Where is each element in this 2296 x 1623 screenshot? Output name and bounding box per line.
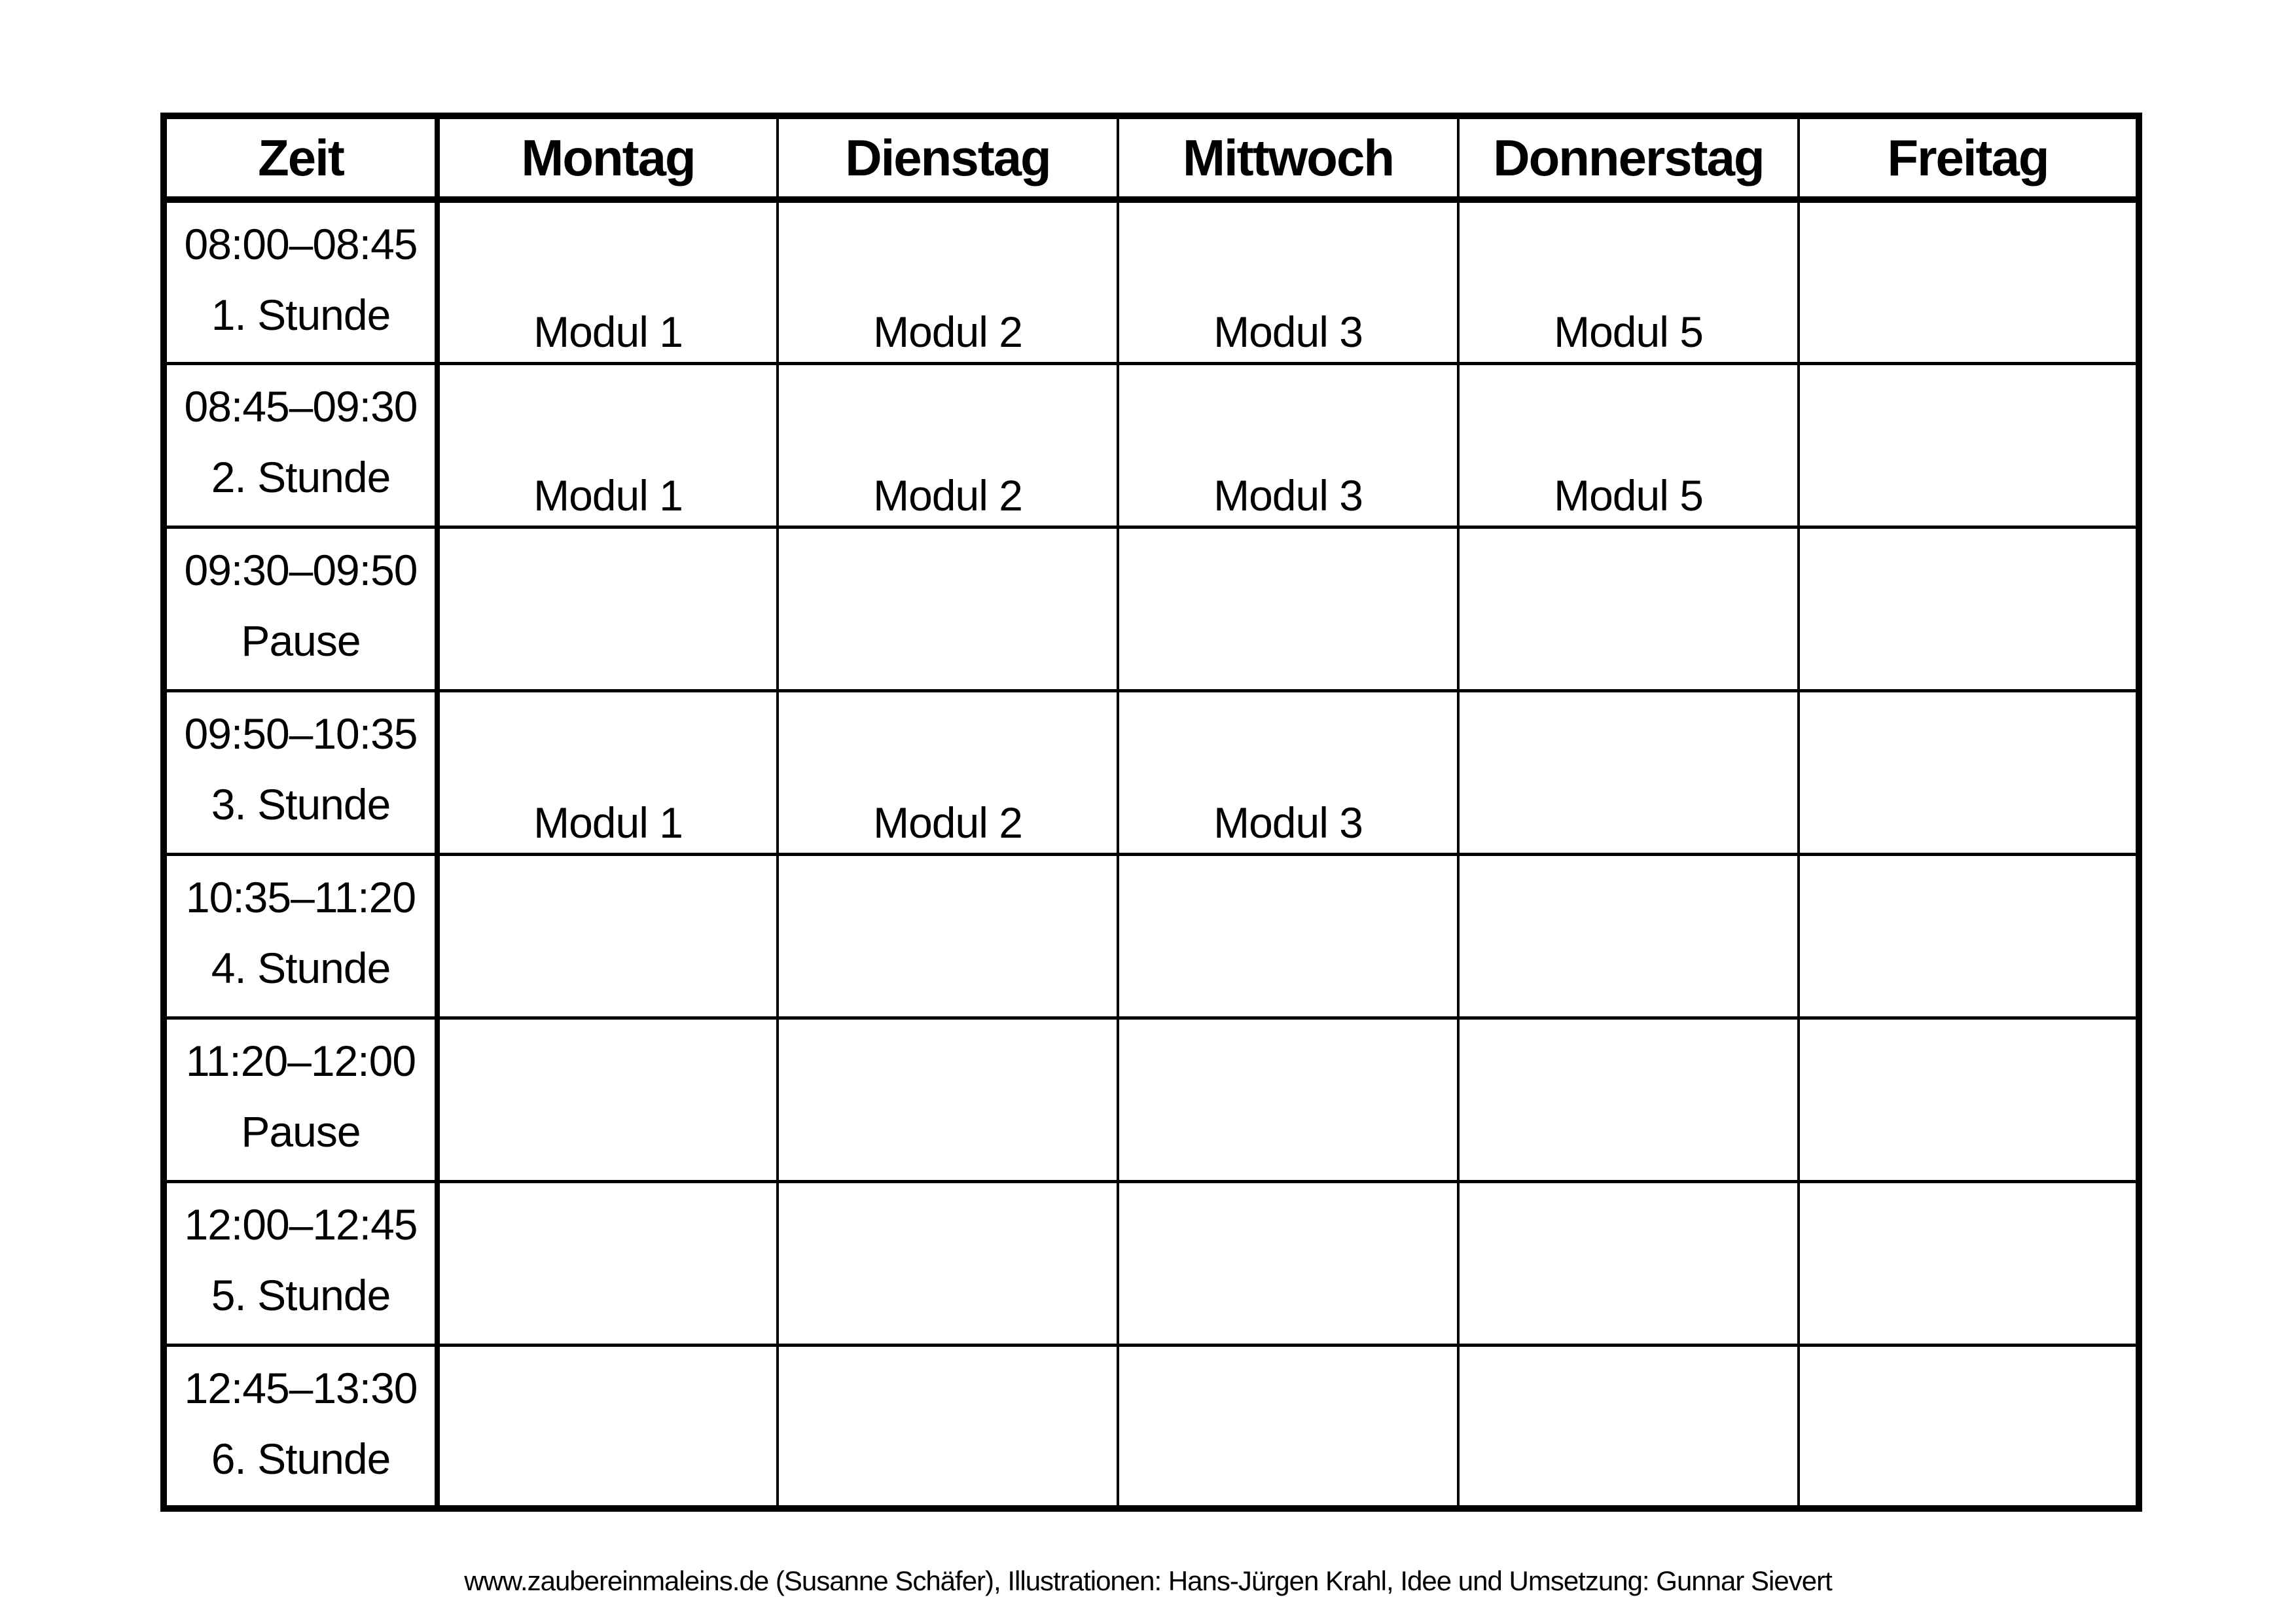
time-cell — [164, 1018, 437, 1181]
lesson-cell — [437, 854, 778, 1018]
lesson-cell — [1799, 854, 2139, 1018]
lesson-cell — [1458, 1018, 1799, 1181]
lesson-cell — [778, 527, 1118, 690]
time-cell — [164, 854, 437, 1018]
lesson-label — [1119, 1012, 1457, 1016]
period-label: Pause — [241, 1107, 361, 1156]
lesson-cell — [1458, 363, 1799, 527]
lesson-label — [1800, 358, 2136, 362]
lesson-cell — [778, 363, 1118, 527]
lesson-cell — [1118, 1345, 1458, 1508]
lesson-label — [1800, 1012, 2136, 1016]
credits-footer: www.zaubereinmaleins.de (Susanne Schäfer), Illustrationen: Hans-Jürgen Krahl, Idee und Umsetzung: Gunnar Sievert — [464, 1565, 1832, 1596]
lesson-cell — [1799, 1345, 2139, 1508]
lesson-cell — [1799, 690, 2139, 854]
lesson-cell — [778, 200, 1118, 363]
lesson-label — [779, 1012, 1117, 1016]
lesson-cell — [1799, 200, 2139, 363]
lesson-label — [1119, 685, 1457, 689]
column-header-dienstag: Dienstag — [778, 116, 1118, 200]
lesson-cell — [1458, 1181, 1799, 1345]
column-header-mittwoch: Mittwoch — [1118, 116, 1458, 200]
lesson-cell — [437, 1181, 778, 1345]
period-label: Pause — [241, 616, 361, 665]
lesson-cell — [1118, 363, 1458, 527]
lesson-label: Modul 3 — [1213, 471, 1363, 520]
lesson-label — [1119, 1340, 1457, 1344]
time-range: 09:50–10:35 — [184, 709, 418, 758]
table-row — [164, 200, 2139, 363]
lesson-label — [1460, 1176, 1797, 1180]
lesson-cell — [1799, 527, 2139, 690]
period-label: 1. Stunde — [211, 291, 391, 339]
time-cell — [164, 1345, 437, 1508]
table-row — [164, 1181, 2139, 1345]
lesson-cell — [1458, 690, 1799, 854]
column-header-zeit: Zeit — [164, 116, 437, 200]
lesson-label — [1800, 849, 2136, 853]
lesson-label: Modul 3 — [1213, 798, 1363, 847]
lesson-label — [779, 685, 1117, 689]
lesson-cell — [437, 200, 778, 363]
time-range: 12:00–12:45 — [184, 1200, 418, 1249]
time-cell — [164, 1181, 437, 1345]
lesson-cell — [778, 690, 1118, 854]
lesson-cell — [778, 1181, 1118, 1345]
time-cell — [164, 690, 437, 854]
lesson-label: Modul 1 — [533, 798, 683, 847]
lesson-cell — [1118, 690, 1458, 854]
lesson-label — [779, 1340, 1117, 1344]
lesson-label: Modul 3 — [1213, 307, 1363, 356]
lesson-label — [1119, 1176, 1457, 1180]
table-row — [164, 1345, 2139, 1508]
lesson-label — [1800, 522, 2136, 526]
lesson-label — [440, 1012, 776, 1016]
lesson-cell — [1799, 363, 2139, 527]
lesson-label — [1800, 685, 2136, 689]
table-row — [164, 527, 2139, 690]
lesson-cell — [1118, 854, 1458, 1018]
period-label: 3. Stunde — [211, 779, 391, 829]
lesson-label — [1460, 849, 1797, 853]
lesson-label — [1460, 685, 1797, 689]
time-cell — [164, 363, 437, 527]
lesson-cell — [1458, 1345, 1799, 1508]
lesson-label: Modul 1 — [533, 307, 683, 356]
lesson-label — [440, 1501, 776, 1505]
lesson-label: Modul 2 — [873, 798, 1022, 847]
header-row — [164, 116, 2139, 200]
period-label: 2. Stunde — [211, 452, 391, 501]
time-range: 11:20–12:00 — [185, 1036, 416, 1085]
lesson-label — [1460, 1501, 1797, 1505]
lesson-cell — [778, 1345, 1118, 1508]
lesson-label — [1800, 1501, 2136, 1505]
lesson-cell — [1118, 527, 1458, 690]
period-label: 6. Stunde — [211, 1434, 391, 1483]
column-header-donnerstag: Donnerstag — [1458, 116, 1799, 200]
lesson-cell — [1458, 200, 1799, 363]
table-row — [164, 854, 2139, 1018]
lesson-label — [440, 685, 776, 689]
lesson-cell — [437, 690, 778, 854]
period-label: 4. Stunde — [211, 943, 391, 992]
lesson-label: Modul 5 — [1554, 307, 1703, 356]
lesson-label: Modul 2 — [873, 307, 1022, 356]
lesson-label — [440, 1340, 776, 1344]
lesson-label: Modul 5 — [1554, 471, 1703, 520]
timetable — [160, 113, 2142, 1512]
lesson-cell — [437, 527, 778, 690]
lesson-label: Modul 1 — [533, 471, 683, 520]
lesson-cell — [778, 854, 1118, 1018]
lesson-cell — [1458, 527, 1799, 690]
lesson-label — [779, 1501, 1117, 1505]
column-header-montag: Montag — [437, 116, 778, 200]
column-header-freitag: Freitag — [1799, 116, 2139, 200]
lesson-label — [1460, 1340, 1797, 1344]
lesson-cell — [437, 1018, 778, 1181]
lesson-label — [440, 1176, 776, 1180]
time-cell — [164, 200, 437, 363]
lesson-label — [1119, 1501, 1457, 1505]
lesson-cell — [1118, 1181, 1458, 1345]
lesson-cell — [1799, 1181, 2139, 1345]
lesson-cell — [1458, 854, 1799, 1018]
time-range: 10:35–11:20 — [185, 872, 416, 921]
lesson-cell — [437, 1345, 778, 1508]
lesson-label — [1800, 1176, 2136, 1180]
time-cell — [164, 527, 437, 690]
lesson-cell — [437, 363, 778, 527]
lesson-cell — [1799, 1018, 2139, 1181]
lesson-cell — [1118, 200, 1458, 363]
lesson-label — [1460, 1012, 1797, 1016]
period-label: 5. Stunde — [211, 1270, 391, 1319]
time-range: 08:45–09:30 — [184, 382, 418, 431]
time-range: 12:45–13:30 — [184, 1363, 418, 1412]
time-range: 09:30–09:50 — [184, 545, 418, 594]
time-range: 08:00–08:45 — [184, 220, 418, 268]
lesson-cell — [1118, 1018, 1458, 1181]
lesson-cell — [778, 1018, 1118, 1181]
table-row — [164, 363, 2139, 527]
lesson-label — [779, 1176, 1117, 1180]
lesson-label: Modul 2 — [873, 471, 1022, 520]
table-row — [164, 690, 2139, 854]
lesson-label — [1800, 1340, 2136, 1344]
table-row — [164, 1018, 2139, 1181]
